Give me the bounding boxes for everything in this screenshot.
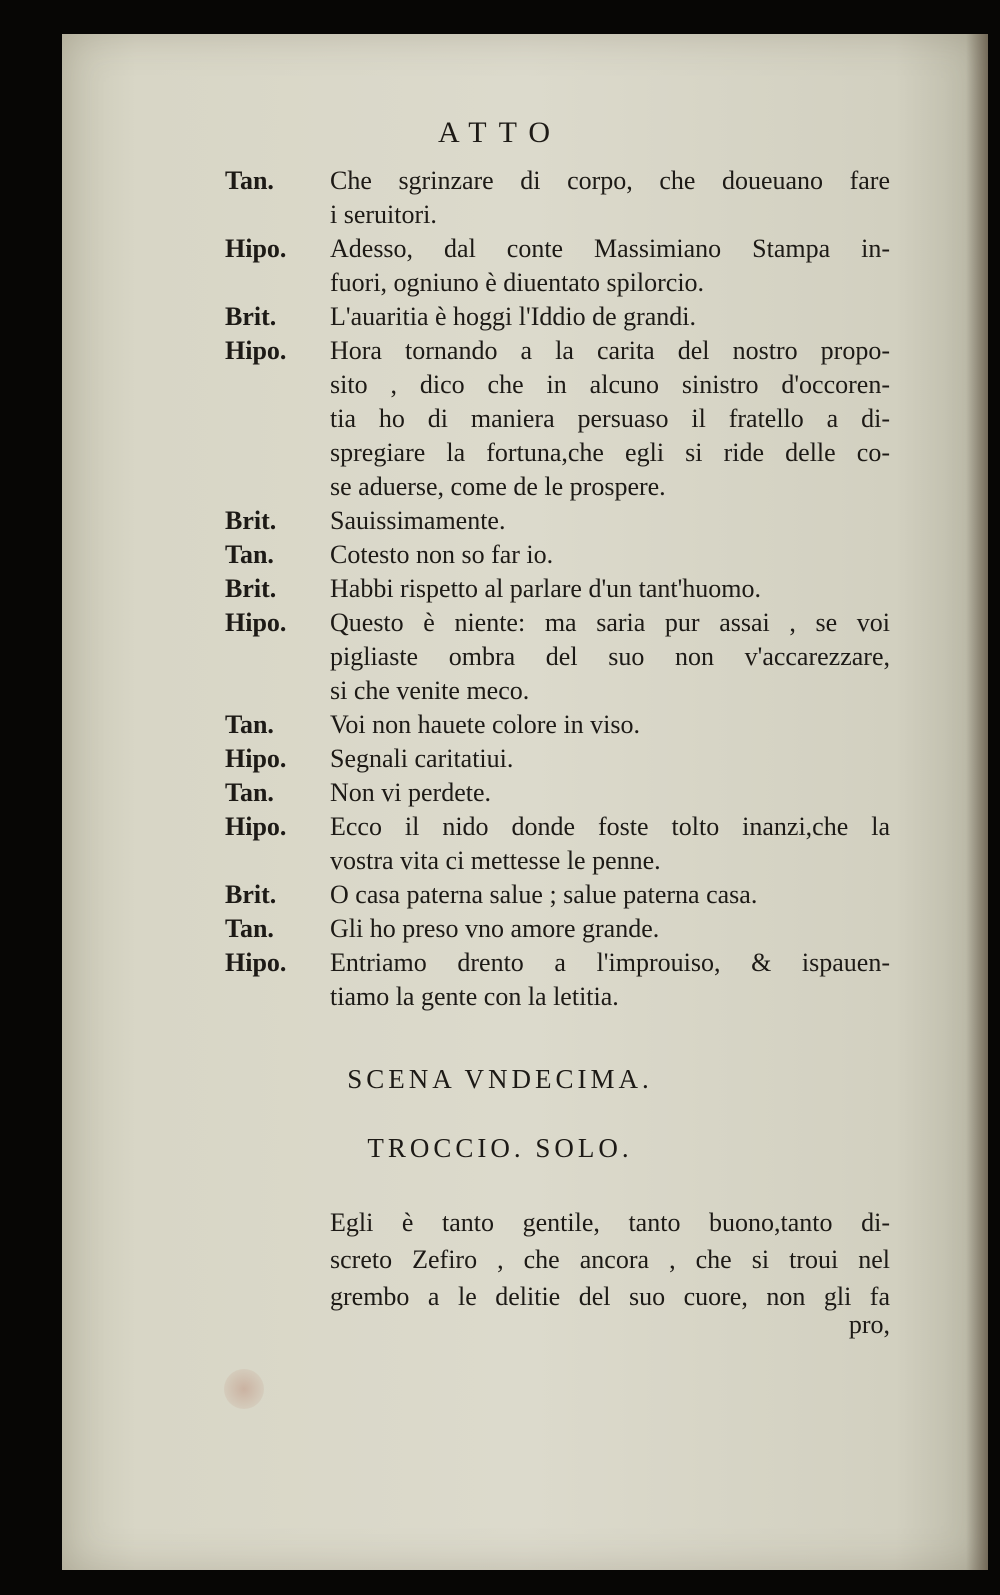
speaker-label: Brit. [225, 880, 277, 909]
speech-text: L'auaritia è hoggi l'Iddio de grandi. [330, 302, 697, 331]
speaker-label: Hipo. [225, 336, 287, 365]
speech-text: se aduerse, come de le prospere. [330, 472, 666, 501]
speech-text: Che sgrinzare di corpo, che doueuano fare [330, 166, 890, 195]
speech-text: Gli ho preso vno amore grande. [330, 914, 660, 943]
speech-text: i seruitori. [330, 200, 437, 229]
speech-text: vostra vita ci mettesse le penne. [330, 846, 661, 875]
monologue-text: Egli è tanto gentile, tanto buono,tanto di- [330, 1208, 890, 1237]
speech-text: Cotesto non so far io. [330, 540, 554, 569]
speech-text: Non vi perdete. [330, 778, 492, 807]
monologue-text: screto Zefiro , che ancora , che si troui nel [330, 1245, 890, 1274]
speaker-label: Tan. [225, 778, 274, 807]
page-shadow [966, 34, 988, 1570]
speech-text: Adesso, dal conte Massimiano Stampa in- [330, 234, 890, 263]
speech-text: pigliaste ombra del suo non v'accarezzare, [330, 642, 890, 671]
speaker-label: Hipo. [225, 948, 287, 977]
speech-text: sito , dico che in alcuno sinistro d'occoren- [330, 370, 890, 399]
monologue-text: grembo a le delitie del suo cuore, non gli fa [330, 1282, 890, 1311]
speaker-label: Tan. [225, 166, 274, 195]
speaker-label: Tan. [225, 710, 274, 739]
ink-stain [224, 1369, 264, 1409]
speaker-label: Brit. [225, 506, 277, 535]
speech-text: Entriamo drento a l'improuiso, & ispauen- [330, 948, 890, 977]
speaker-label: Brit. [225, 574, 277, 603]
speaker-label: Hipo. [225, 234, 287, 263]
scene-title: SCENA VNDECIMA. [347, 1064, 653, 1094]
speech-text: Questo è niente: ma saria pur assai , se voi [330, 608, 890, 637]
speech-text: Ecco il nido donde foste tolto inanzi,che la [330, 812, 890, 841]
scene-subtitle: TROCCIO. SOLO. [367, 1133, 633, 1163]
speech-text: fuori, ogniuno è diuentato spilorcio. [330, 268, 705, 297]
speaker-label: Tan. [225, 540, 274, 569]
speech-text: tiamo la gente con la letitia. [330, 982, 619, 1011]
speech-text: spregiare la fortuna,che egli si ride delle co- [330, 438, 890, 467]
speech-text: Sauissimamente. [330, 506, 506, 535]
speech-text: Voi non hauete colore in viso. [330, 710, 641, 739]
speaker-label: Brit. [225, 302, 277, 331]
speech-text: O casa paterna salue ; salue paterna casa. [330, 880, 758, 909]
running-header: ATTO [437, 116, 563, 149]
speaker-label: Hipo. [225, 812, 287, 841]
speech-text: Habbi rispetto al parlare d'un tant'huomo. [330, 574, 762, 603]
speaker-label: Hipo. [225, 608, 287, 637]
speech-text: Hora tornando a la carita del nostro propo- [330, 336, 890, 365]
speaker-label: Hipo. [225, 744, 287, 773]
speech-text: tia ho di maniera persuaso il fratello a di- [330, 404, 890, 433]
speaker-label: Tan. [225, 914, 274, 943]
speech-text: si che venite meco. [330, 676, 530, 705]
catchword: pro, [848, 1310, 890, 1339]
speech-text: Segnali caritatiui. [330, 744, 514, 773]
